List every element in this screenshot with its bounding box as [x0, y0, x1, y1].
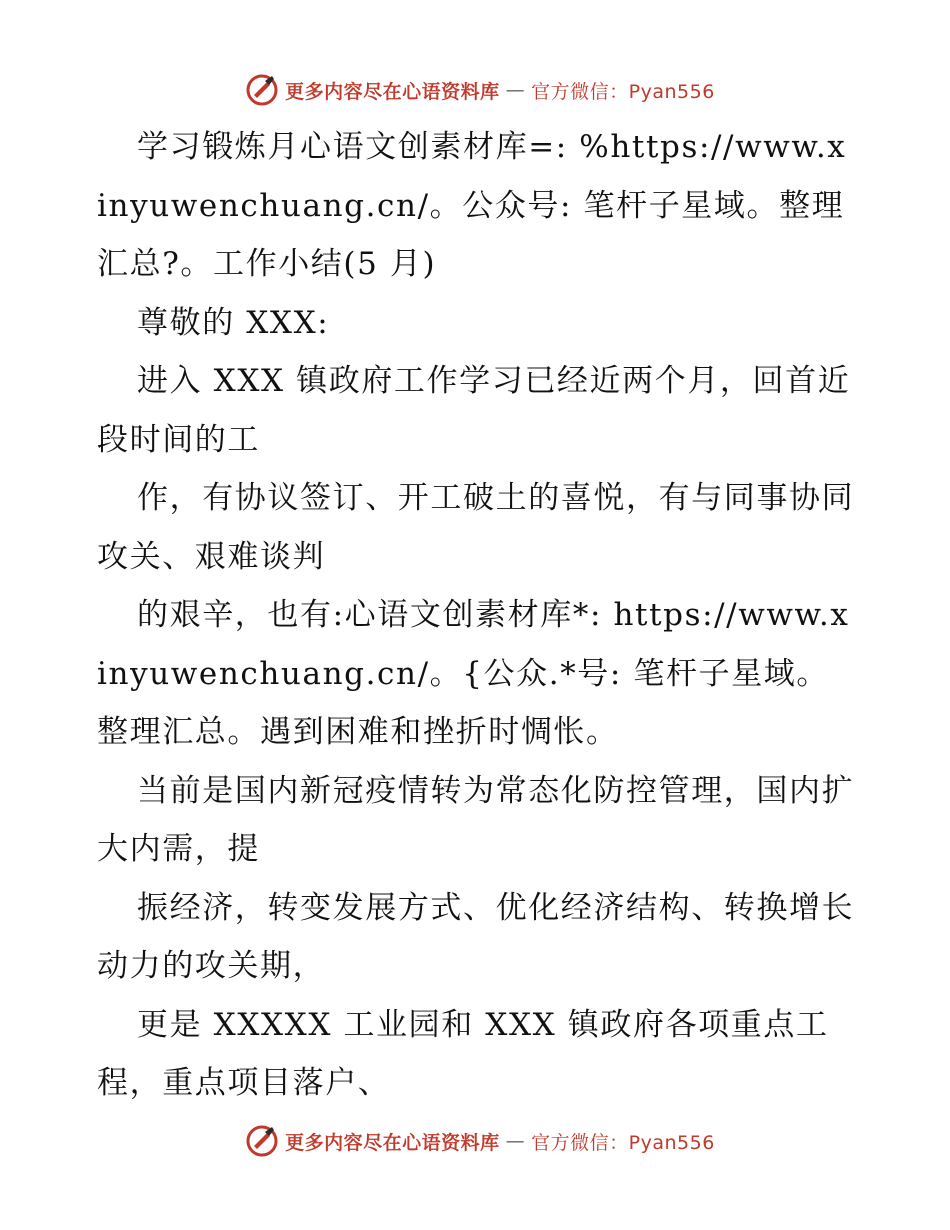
banner-main-text: 更多内容尽在心语资料库: [285, 1131, 500, 1154]
banner-separator: —: [505, 79, 526, 101]
banner-wechat-text: 官方微信：Pyan556: [531, 1131, 715, 1154]
quill-seal-icon: [245, 1124, 279, 1158]
document-body: [97, 118, 857, 1113]
footer-banner: [0, 1121, 950, 1161]
paragraph-6: 当前是国内新冠疫情转为常态化防控管理，国内扩大内需，提: [97, 772, 855, 867]
paragraph-7: 振经济，转变发展方式、优化经济结构、转换增长动力的攻关期，: [97, 889, 855, 984]
paragraph-3: 进入 XXX 镇政府工作学习已经近两个月，回首近段时间的工: [97, 363, 851, 458]
paragraph-2: 尊敬的 XXX:: [137, 304, 330, 341]
header-banner: [0, 70, 950, 110]
banner-content: [245, 1124, 715, 1158]
banner-main-text: 更多内容尽在心语资料库: [285, 80, 500, 103]
banner-separator: —: [505, 1130, 526, 1152]
quill-seal-icon: [245, 73, 279, 107]
paragraph-4: 作，有协议签订、开工破土的喜悦，有与同事协同攻关、艰难谈判: [97, 480, 855, 575]
paragraph-5: 的艰辛，也有:心语文创素材库*: https://www.xinyuwenchuang.cn/。{公众.*号: 笔杆子星域。整理汇总。遇到困难和挫折时惆怅。: [97, 597, 850, 750]
paragraph-8: 更是 XXXXX 工业园和 XXX 镇政府各项重点工程，重点项目落户、: [97, 1006, 829, 1101]
paragraph-1: 学习锻炼月心语文创素材库=: %https://www.xinyuwenchuang.cn/。公众号: 笔杆子星域。整理汇总?。工作小结(5 月): [97, 129, 847, 282]
banner-wechat-text: 官方微信：Pyan556: [531, 80, 715, 103]
banner-content: [245, 73, 715, 107]
